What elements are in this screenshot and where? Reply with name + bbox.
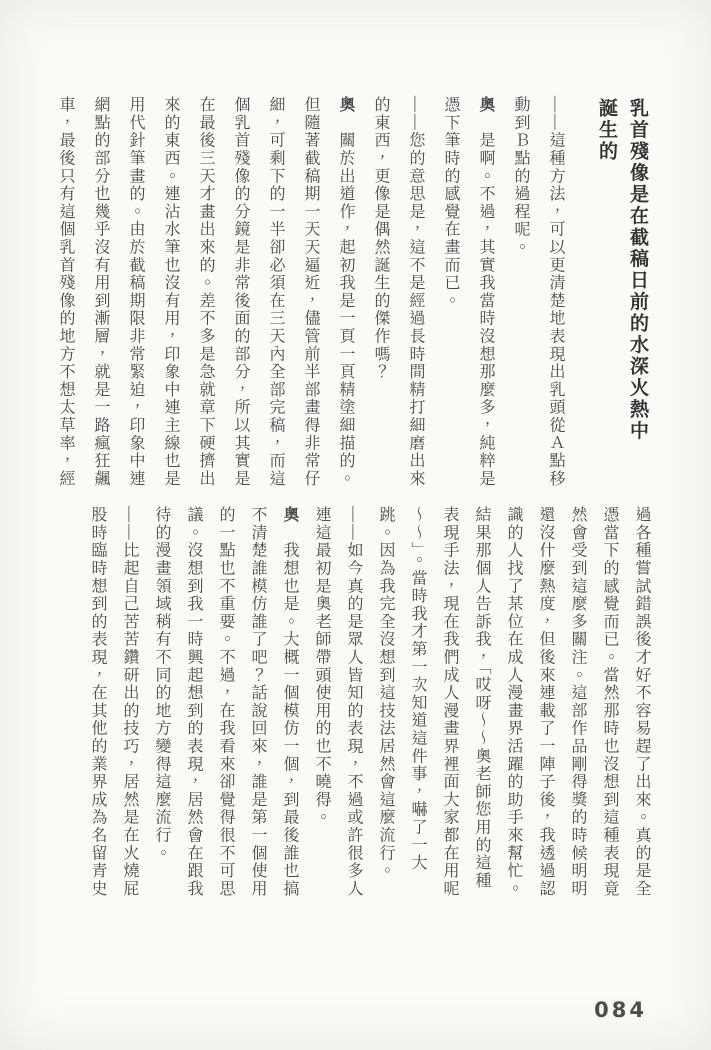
paragraph: 奧 關於出道作，起初我是一頁一頁精塗細描的。但隨著截稿期一天天逼近，儘管前半部畫得非常仔細，可剩下的一半卻必須在三天內全部完稿，而這個乳首殘像的分鏡是非常後面的部分，所以其實是在最後三天才畫出來的。差不多是急就章下硬擠出來的東西。連沾水筆也沒有用，印象中連主線也是用代針筆畫的。由於截稿期限非常緊迫，印象中連網點的部分也幾乎沒有用到漸層，就是一路瘋狂飆車，最後只有這個乳首殘像的地方不想太草率，經 xyxy=(57,96,354,488)
paragraph: ——這種方法，可以更清楚地表現出乳頭從Ａ點移動到Ｂ點的過程呢。 xyxy=(512,96,564,488)
paragraph: ——比起自己苦苦鑽研出的技巧，居然是在火燒屁股時臨時想到的表現，在其他的業界成為名留青史 xyxy=(89,506,138,898)
speaker-label: 奧 xyxy=(281,506,298,524)
interview-text-block-bottom xyxy=(81,506,657,904)
paragraph: ——如今真的是眾人皆知的表現，不過或許很多人連這最初是奧老師帶頭使用的也不曉得。 xyxy=(313,506,362,898)
paragraph: ——您的意思是，這不是經過長時間精打細磨出來的東西，更像是偶然誕生的傑作嗎？ xyxy=(372,96,424,488)
title-line-1: 乳首殘像是在截稿日前的水深火熱中 xyxy=(627,98,648,442)
title-line-2: 誕生的 xyxy=(596,98,617,163)
page-title xyxy=(591,98,653,458)
paragraph: 奧 是啊。不過，其實我當時沒想那麼多，純粹是憑下筆時的感覺在畫而已。 xyxy=(442,96,494,488)
page-number: 084 xyxy=(594,998,647,1022)
interview-text-block-top xyxy=(48,96,573,494)
paragraph: 過各種嘗試錯誤後才好不容易趕了出來。真的是全憑當下的感覺而已。當然那時也沒想到這種表現竟然會受到這麼多關注。這部作品剛得獎的時候明明還沒什麼熱度，但後來連載了一陣子後，我透過認識的人找了某位在成人漫畫界活躍的助手來幫忙。結果那個人告訴我，「哎呀～～奧老師您用的這種表現手法，現在我們成人漫畫界裡面大家都在用呢～～」。當時我才第一次知道這件事，嚇了一大跳。因為我完全沒想到這技法居然會這麼流行。 xyxy=(377,506,650,898)
paragraph: 奧 我想也是。大概一個模仿一個，到最後誰也搞不清楚誰模仿誰了吧？話說回來，誰是第一個使用的一點也不重要。不過，在我看來卻覺得很不可思議。沒想到我一時興起想到的表現，居然會在跟我待的漫畫領域稍有不同的地方變得這麼流行。 xyxy=(153,506,298,898)
speaker-label: 奧 xyxy=(337,96,354,114)
speaker-label: 奧 xyxy=(477,96,494,114)
